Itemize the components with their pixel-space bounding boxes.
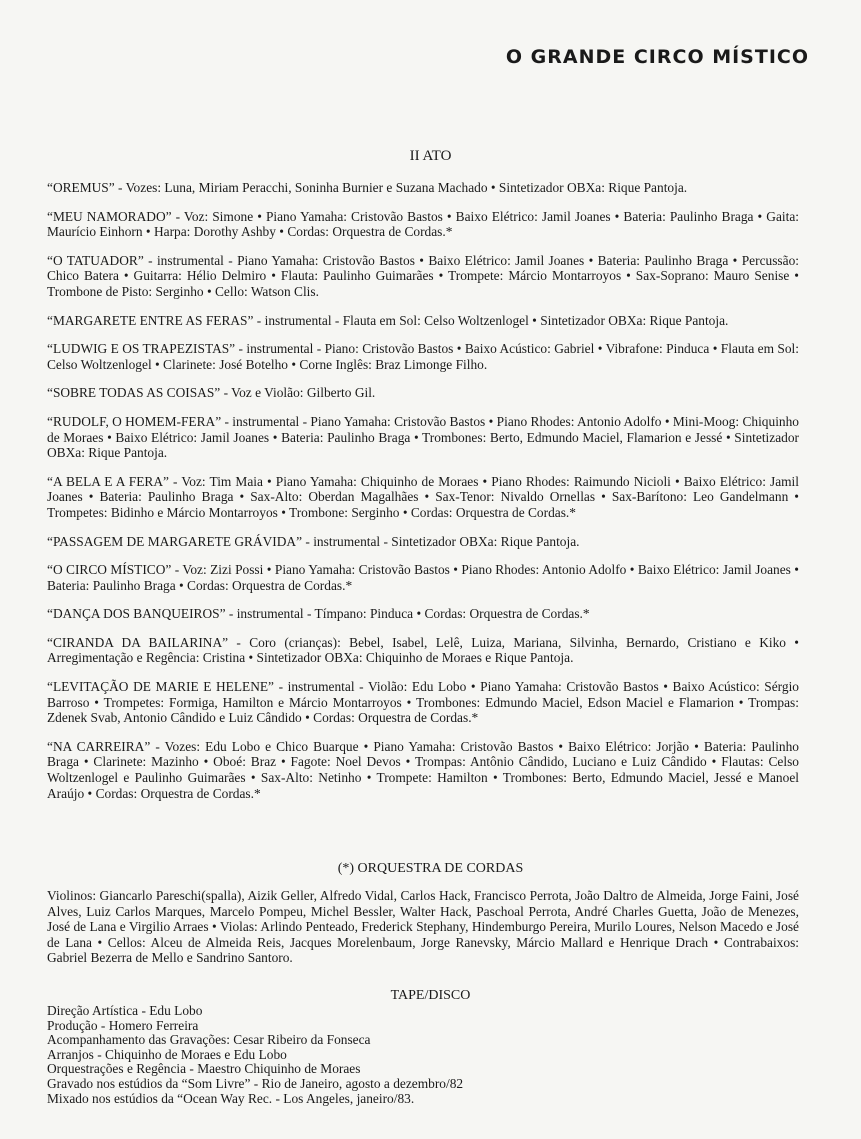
tape-heading: TAPE/DISCO [390,988,471,1003]
credit-line: Orquestrações e Regência - Maestro Chiquinho de Moraes [47,1061,361,1077]
list-item [47,474,799,521]
strings-heading: (*) ORQUESTRA DE CORDAS [337,861,524,876]
production-credits [47,1004,807,1106]
song-credits: - Coro (crianças): Bebel, Isabel, Lelê, Luiza, Mariana, Silvinha, Bernardo, Cristiano e Kiko • Arregimentação e Regência: Cristina • Sintetizador OBXa: Chiquinho de Moraes e Rique Pantoja. [47,634,799,666]
list-item [47,253,799,300]
list-item [47,209,799,240]
list-item [47,739,799,801]
credit-line: Mixado nos estúdios da “Ocean Way Rec. - Los Angeles, janeiro/83. [47,1090,415,1106]
song-title: “MARGARETE ENTRE AS FERAS” [47,312,254,328]
song-title: “RUDOLF, O HOMEM-FERA” [47,413,222,429]
strings-roster: Violinos: Giancarlo Pareschi(spalla), Aizik Geller, Alfredo Vidal, Carlos Hack, Francisco Perrota, João Daltro de Almeida, Jorge Faini, José Alves, Luiz Carlos Marques, Marcelo Pompeu, Michel Bessler, Walter Hack, Paschoal Perrota, André Charles Guetta, João de Menezes, José de Lana e Virgilio Arraes • Violas: Arlindo Penteado, Frederick Stephany, Hindemburgo Pereira, Murilo Loures, Nelson Macedo e José de Lana • Cellos: Alceu de Almeida Reis, Jacques Morelenbaum, Jorge Ranevsky, Márcio Mallard e Henrique Drach • Contrabaixos: Gabriel Bezerra de Mello e Sandrino Santoro. [47,888,799,966]
credit-line: Acompanhamento das Gravações: Cesar Ribeiro da Fonseca [47,1032,371,1048]
song-title: “DANÇA DOS BANQUEIROS” [47,606,226,622]
song-credits: - instrumental - Violão: Edu Lobo • Piano Yamaha: Cristovão Bastos • Baixo Acústico: Sérgio Barroso • Trompetes: Formiga, Hamilton e Márcio Montarroyos • Trombones: Edmundo Maciel, Edson Maciel e Flamarion • Trompas: Zdenek Svab, Antonio Cândido e Luiz Cândido • Cordas: Orquestra de Cordas.* [47,679,799,726]
song-credits: - Voz: Tim Maia • Piano Yamaha: Chiquinho de Moraes • Piano Rhodes: Raimundo Nicioli • Baixo Elétrico: Jamil Joanes • Bateria: Paulinho Braga • Sax-Alto: Oberdan Magalhães • Sax-Tenor: Nivaldo Ornellas • Sax-Barítono: Leo Gandelmann • Trompetes: Bidinho e Márcio Montarroyos • Trombone: Serginho • Cordas: Orquestra de Cordas.* [47,473,799,520]
list-item [47,414,799,461]
list-item [47,385,799,401]
song-title: “LUDWIG E OS TRAPEZISTAS” [47,341,236,357]
credit-line: Arranjos - Chiquinho de Moraes e Edu Lobo [47,1046,287,1062]
song-title: “OREMUS” [47,180,115,195]
page-title: O GRANDE CIRCO MÍSTICO [505,46,809,68]
song-title: “O CIRCO MÍSTICO” [47,562,172,578]
list-item [47,180,799,196]
song-title: “O TATUADOR” [47,252,144,268]
song-credits: - Voz: Zizi Possi • Piano Yamaha: Cristovão Bastos • Piano Rhodes: Antonio Adolfo • Baixo Elétrico: Jamil Joanes • Bateria: Paulinho Braga • Cordas: Orquestra de Cordas.* [47,562,799,593]
song-title: “LEVITAÇÃO DE MARIE E HELENE” [47,679,274,695]
song-credits: - instrumental - Sintetizador OBXa: Rique Pantoja. [302,533,580,549]
list-item [47,635,799,666]
credit-line: Produção - Homero Ferreira [47,1017,199,1033]
list-item [47,313,799,329]
credit-line: Gravado nos estúdios da “Som Livre” - Rio de Janeiro, agosto a dezembro/82 [47,1075,464,1091]
song-credits: - Voz: Simone • Piano Yamaha: Cristovão Bastos • Baixo Elétrico: Jamil Joanes • Bateria: Paulinho Braga • Gaita: Maurício Einhorn • Harpa: Dorothy Ashby • Cordas: Orquestra de Cordas.* [47,208,799,240]
act-title: II ATO [409,148,452,164]
song-title: “SOBRE TODAS AS COISAS” [47,385,221,401]
song-credits: - Voz e Violão: Gilberto Gil. [220,385,376,401]
song-credits: - Vozes: Luna, Miriam Peracchi, Soninha Burnier e Suzana Machado • Sintetizador OBXa: Rique Pantoja. [114,180,688,195]
song-title: “A BELA E A FERA” [47,473,169,489]
song-title: “PASSAGEM DE MARGARETE GRÁVIDA” [47,533,303,549]
song-title: “NA CARREIRA” [47,738,151,754]
song-credits: - instrumental - Piano Yamaha: Cristovão Bastos • Baixo Elétrico: Jamil Joanes • Bateria: Paulinho Braga • Percussão: Chico Batera • Guitarra: Hélio Delmiro • Flauta: Paulinho Guimarães • Trompete: Márcio Montarroyos • Sax-Soprano: Mauro Senise • Trombone de Pisto: Serginho • Cello: Watson Clis. [47,252,799,299]
song-title: “CIRANDA DA BAILARINA” [47,634,229,650]
song-credits: - instrumental - Piano Yamaha: Cristovão Bastos • Piano Rhodes: Antonio Adolfo • Mini-Moog: Chiquinho de Moraes • Baixo Elétrico: Jamil Joanes • Bateria: Paulinho Braga • Trombones: Berto, Edmundo Maciel, Flamarion e Jessé • Sintetizador OBXa: Rique Pantoja. [47,413,799,461]
song-credits: - instrumental - Piano: Cristovão Bastos • Baixo Acústico: Gabriel • Vibrafone: Pinduca • Flauta em Sol: Celso Woltzenlogel • Clarinete: José Botelho • Corne Inglês: Braz Limonge Filho. [47,341,799,372]
song-credits: - instrumental - Flauta em Sol: Celso Woltzenlogel • Sintetizador OBXa: Rique Pantoja. [253,312,729,328]
song-credits: - instrumental - Tímpano: Pinduca • Cordas: Orquestra de Cordas.* [225,606,590,622]
list-item [47,534,799,550]
list-item [47,562,799,593]
credits-list [47,180,799,814]
song-title: “MEU NAMORADO” [47,208,172,224]
credit-line: Direção Artística - Edu Lobo [47,1003,203,1018]
list-item [47,606,799,622]
list-item [47,341,799,372]
song-credits: - Vozes: Edu Lobo e Chico Buarque • Piano Yamaha: Cristovão Bastos • Baixo Elétrico: Jorjão • Bateria: Paulinho Braga • Clarinete: Mazinho • Oboé: Braz • Fagote: Noel Devos • Trompas: Antônio Cândido, Luciano e Luiz Cândido • Flautas: Celso Woltzenlogel e Paulinho Guimarães • Sax-Alto: Netinho • Trompete: Hamilton • Trombones: Berto, Edmundo Maciel, Jessé e Manoel Araújo • Cordas: Orquestra de Cordas.* [47,738,799,801]
list-item [47,679,799,726]
